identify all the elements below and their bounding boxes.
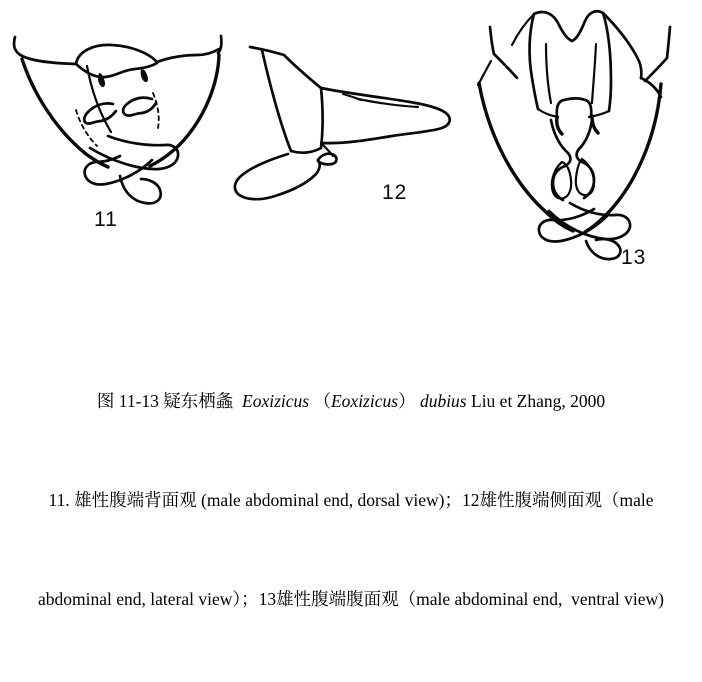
figure-11-label: 11 [94, 208, 118, 231]
subgenital-lobe [586, 239, 620, 259]
figure-caption [0, 319, 702, 682]
left-flap-inner-line [478, 61, 491, 85]
plate-left-outer-edge [530, 14, 538, 109]
right-flap-line [645, 58, 667, 81]
right-stub [218, 36, 221, 53]
right-arm-stroke [585, 84, 661, 232]
central-sclerite [557, 99, 591, 118]
caption-authority: Liu et Zhang, 2000 [466, 391, 606, 411]
tergite-top-right-edge [157, 49, 219, 62]
epiproct-dome-top [76, 45, 157, 64]
tergite-top-edge [250, 47, 284, 55]
tergite-right-lower-edge [321, 88, 323, 148]
plate-inner-left-line [546, 44, 551, 103]
right-spur [123, 98, 156, 116]
caption-genus-name: Eoxizicus [242, 391, 310, 411]
caption-subgenus-open-paren: （ [309, 391, 331, 411]
right-stub [667, 27, 670, 58]
figure-13-drawing [478, 11, 670, 259]
figure-11-drawing [14, 36, 221, 203]
caption-subgenus-close-paren: ） [398, 391, 420, 411]
waist-right-line [577, 120, 594, 198]
figure-13-label: 13 [621, 246, 647, 269]
left-tick-mark [98, 73, 105, 87]
tergite-right-upper-edge [284, 55, 321, 88]
sclerite-left-tick [557, 117, 562, 134]
cercus-outline [321, 88, 450, 143]
subgenital-lobe [120, 176, 161, 203]
figure-12-drawing [235, 47, 450, 199]
right-arm-bulge [641, 78, 661, 97]
caption-line-2: 11. 雄性腹端背面观 (male abdominal end, dorsal view)；12雄性腹端侧面观（male [48, 490, 654, 510]
caption-figure-range: 图 11-13 疑东栖螽 [96, 391, 243, 411]
left-spur [84, 103, 116, 123]
plate-right-outer-edge [603, 13, 611, 111]
right-arm-stroke [150, 55, 219, 166]
right-tick-mark [141, 69, 148, 82]
tergite-left-edge [262, 50, 291, 151]
sclerite-right-tick [592, 116, 598, 133]
caption-title-line [0, 385, 702, 418]
subgenital-plate-outline [235, 154, 320, 199]
plate-bottom-left-edge [538, 109, 558, 117]
caption-species-name: dubius [419, 391, 467, 411]
plate-top-notched-edge [534, 11, 603, 41]
caption-line-3: abdominal end, lateral view）；13雄性腹端腹面观（male abdominal end, ventral view) [38, 589, 664, 609]
tergite-bottom-edge [291, 148, 321, 153]
left-stub [490, 27, 494, 54]
left-flap-line [494, 54, 517, 78]
figure-plate-drawings [0, 0, 702, 312]
caption-subgenus-name: Eoxizicus [330, 391, 399, 411]
plate-inner-right-line [592, 44, 596, 103]
figure-12-label: 12 [382, 181, 408, 204]
dashed-line-right [153, 93, 159, 128]
